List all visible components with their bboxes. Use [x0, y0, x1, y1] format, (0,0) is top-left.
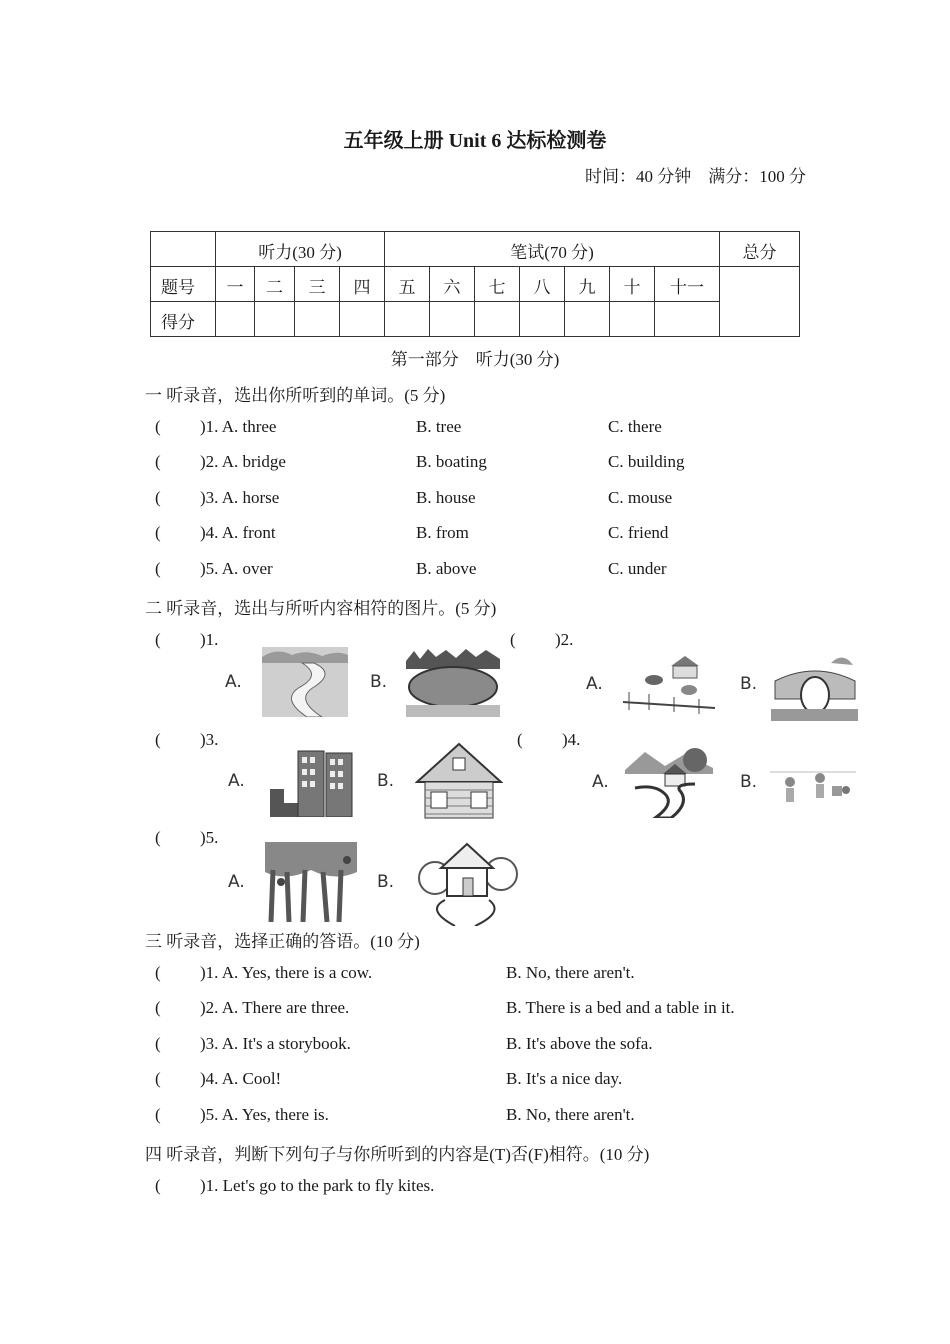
exam-meta: 时间：40 分钟 满分：100 分 [585, 167, 806, 186]
option-b: B. No, there aren't. [506, 1105, 635, 1124]
score-cell[interactable] [385, 302, 430, 337]
answer-paren[interactable]: ( [155, 1176, 161, 1195]
answer-paren[interactable]: ( [155, 559, 161, 578]
option-a: )2. A. There are three. [200, 998, 350, 1017]
score-table-number: 四 [340, 267, 385, 302]
score-table-number: 八 [520, 267, 565, 302]
building-picture[interactable] [270, 747, 354, 817]
picture-option-a-label: A. [228, 872, 245, 892]
score-table-row-score: 得分 [151, 302, 216, 337]
forest-picture[interactable] [265, 842, 357, 922]
option-b: B. It's above the sofa. [506, 1034, 653, 1053]
section-2-heading: 二 听录音，选出与所听内容相符的图片。(5 分) [145, 599, 497, 618]
picture-option-b-label: B. [377, 771, 395, 791]
option-c: C. mouse [608, 488, 673, 507]
option-a: )3. A. horse [200, 488, 280, 507]
answer-paren[interactable]: ( [155, 1069, 161, 1088]
question-number: )3. [200, 730, 219, 749]
score-cell[interactable] [295, 302, 340, 337]
picture-option-a-label: A. [586, 674, 603, 694]
answer-paren[interactable]: ( [155, 523, 161, 542]
score-table-number: 二 [255, 267, 295, 302]
score-table-number: 六 [430, 267, 475, 302]
score-table [150, 231, 800, 337]
score-cell[interactable] [610, 302, 655, 337]
score-table-number: 十一 [655, 267, 720, 302]
park-picture[interactable] [770, 752, 856, 810]
answer-paren[interactable]: ( [155, 630, 161, 649]
option-a: )1. A. Yes, there is a cow. [200, 963, 373, 982]
cottage-picture[interactable] [415, 838, 520, 926]
score-cell[interactable] [430, 302, 475, 337]
score-table-number: 九 [565, 267, 610, 302]
score-cell[interactable] [255, 302, 295, 337]
river-picture[interactable] [262, 647, 348, 717]
answer-paren[interactable]: ( [155, 417, 161, 436]
answer-paren[interactable]: ( [510, 630, 516, 649]
village-picture[interactable] [625, 744, 713, 818]
option-a: )2. A. bridge [200, 452, 286, 471]
score-table-row-question: 题号 [151, 267, 216, 302]
option-c: C. friend [608, 523, 669, 542]
house-picture[interactable] [415, 742, 503, 819]
option-b: B. house [416, 488, 476, 507]
farm-picture[interactable] [619, 652, 719, 714]
statement: )1. Let's go to the park to fly kites. [200, 1176, 435, 1195]
section-3-heading: 三 听录音，选择正确的答语。(10 分) [145, 932, 420, 951]
option-c: C. under [608, 559, 667, 578]
option-b: B. boating [416, 452, 487, 471]
score-table-listening: 听力(30 分) [216, 232, 385, 267]
score-cell[interactable] [565, 302, 610, 337]
option-b: B. It's a nice day. [506, 1069, 623, 1088]
section-1-heading: 一 听录音，选出你所听到的单词。(5 分) [145, 386, 446, 405]
option-b: B. No, there aren't. [506, 963, 635, 982]
question-number: )4. [562, 730, 581, 749]
score-cell[interactable] [340, 302, 385, 337]
section-4-heading: 四 听录音，判断下列句子与你所听到的内容是(T)否(F)相符。(10 分) [145, 1145, 650, 1164]
option-b: B. tree [416, 417, 462, 436]
lake-picture[interactable] [406, 647, 500, 717]
score-table-total-cell[interactable] [720, 267, 800, 337]
score-table-number: 七 [475, 267, 520, 302]
score-cell[interactable] [520, 302, 565, 337]
option-b: B. above [416, 559, 477, 578]
option-a: )1. A. three [200, 417, 277, 436]
score-table-number: 三 [295, 267, 340, 302]
option-c: C. building [608, 452, 685, 471]
score-table-number: 十 [610, 267, 655, 302]
picture-option-a-label: A. [592, 772, 609, 792]
option-a: )5. A. Yes, there is. [200, 1105, 329, 1124]
score-table-corner [151, 232, 216, 267]
answer-paren[interactable]: ( [155, 452, 161, 471]
picture-option-b-label: B. [377, 872, 395, 892]
answer-paren[interactable]: ( [155, 488, 161, 507]
answer-paren[interactable]: ( [155, 1105, 161, 1124]
score-cell[interactable] [216, 302, 255, 337]
picture-option-a-label: A. [225, 672, 242, 692]
question-number: )5. [200, 828, 219, 847]
score-cell[interactable] [475, 302, 520, 337]
picture-option-b-label: B. [370, 672, 388, 692]
page-title: 五年级上册 Unit 6 达标检测卷 [343, 130, 607, 152]
option-a: )4. A. front [200, 523, 276, 542]
option-a: )3. A. It's a storybook. [200, 1034, 351, 1053]
picture-option-a-label: A. [228, 771, 245, 791]
bridge-picture[interactable] [771, 651, 858, 721]
score-table-writing: 笔试(70 分) [385, 232, 720, 267]
option-a: )5. A. over [200, 559, 273, 578]
answer-paren[interactable]: ( [155, 730, 161, 749]
picture-option-b-label: B. [740, 674, 758, 694]
score-table-number: 一 [216, 267, 255, 302]
answer-paren[interactable]: ( [517, 730, 523, 749]
answer-paren[interactable]: ( [155, 1034, 161, 1053]
picture-option-b-label: B. [740, 772, 758, 792]
option-b: B. from [416, 523, 469, 542]
option-b: B. There is a bed and a table in it. [506, 998, 735, 1017]
question-number: )1. [200, 630, 219, 649]
answer-paren[interactable]: ( [155, 828, 161, 847]
score-table-total: 总分 [720, 232, 800, 267]
option-a: )4. A. Cool! [200, 1069, 282, 1088]
answer-paren[interactable]: ( [155, 963, 161, 982]
score-table-number: 五 [385, 267, 430, 302]
question-number: )2. [555, 630, 574, 649]
answer-paren[interactable]: ( [155, 998, 161, 1017]
score-cell[interactable] [655, 302, 720, 337]
part-heading: 第一部分 听力(30 分) [390, 350, 560, 369]
option-c: C. there [608, 417, 662, 436]
